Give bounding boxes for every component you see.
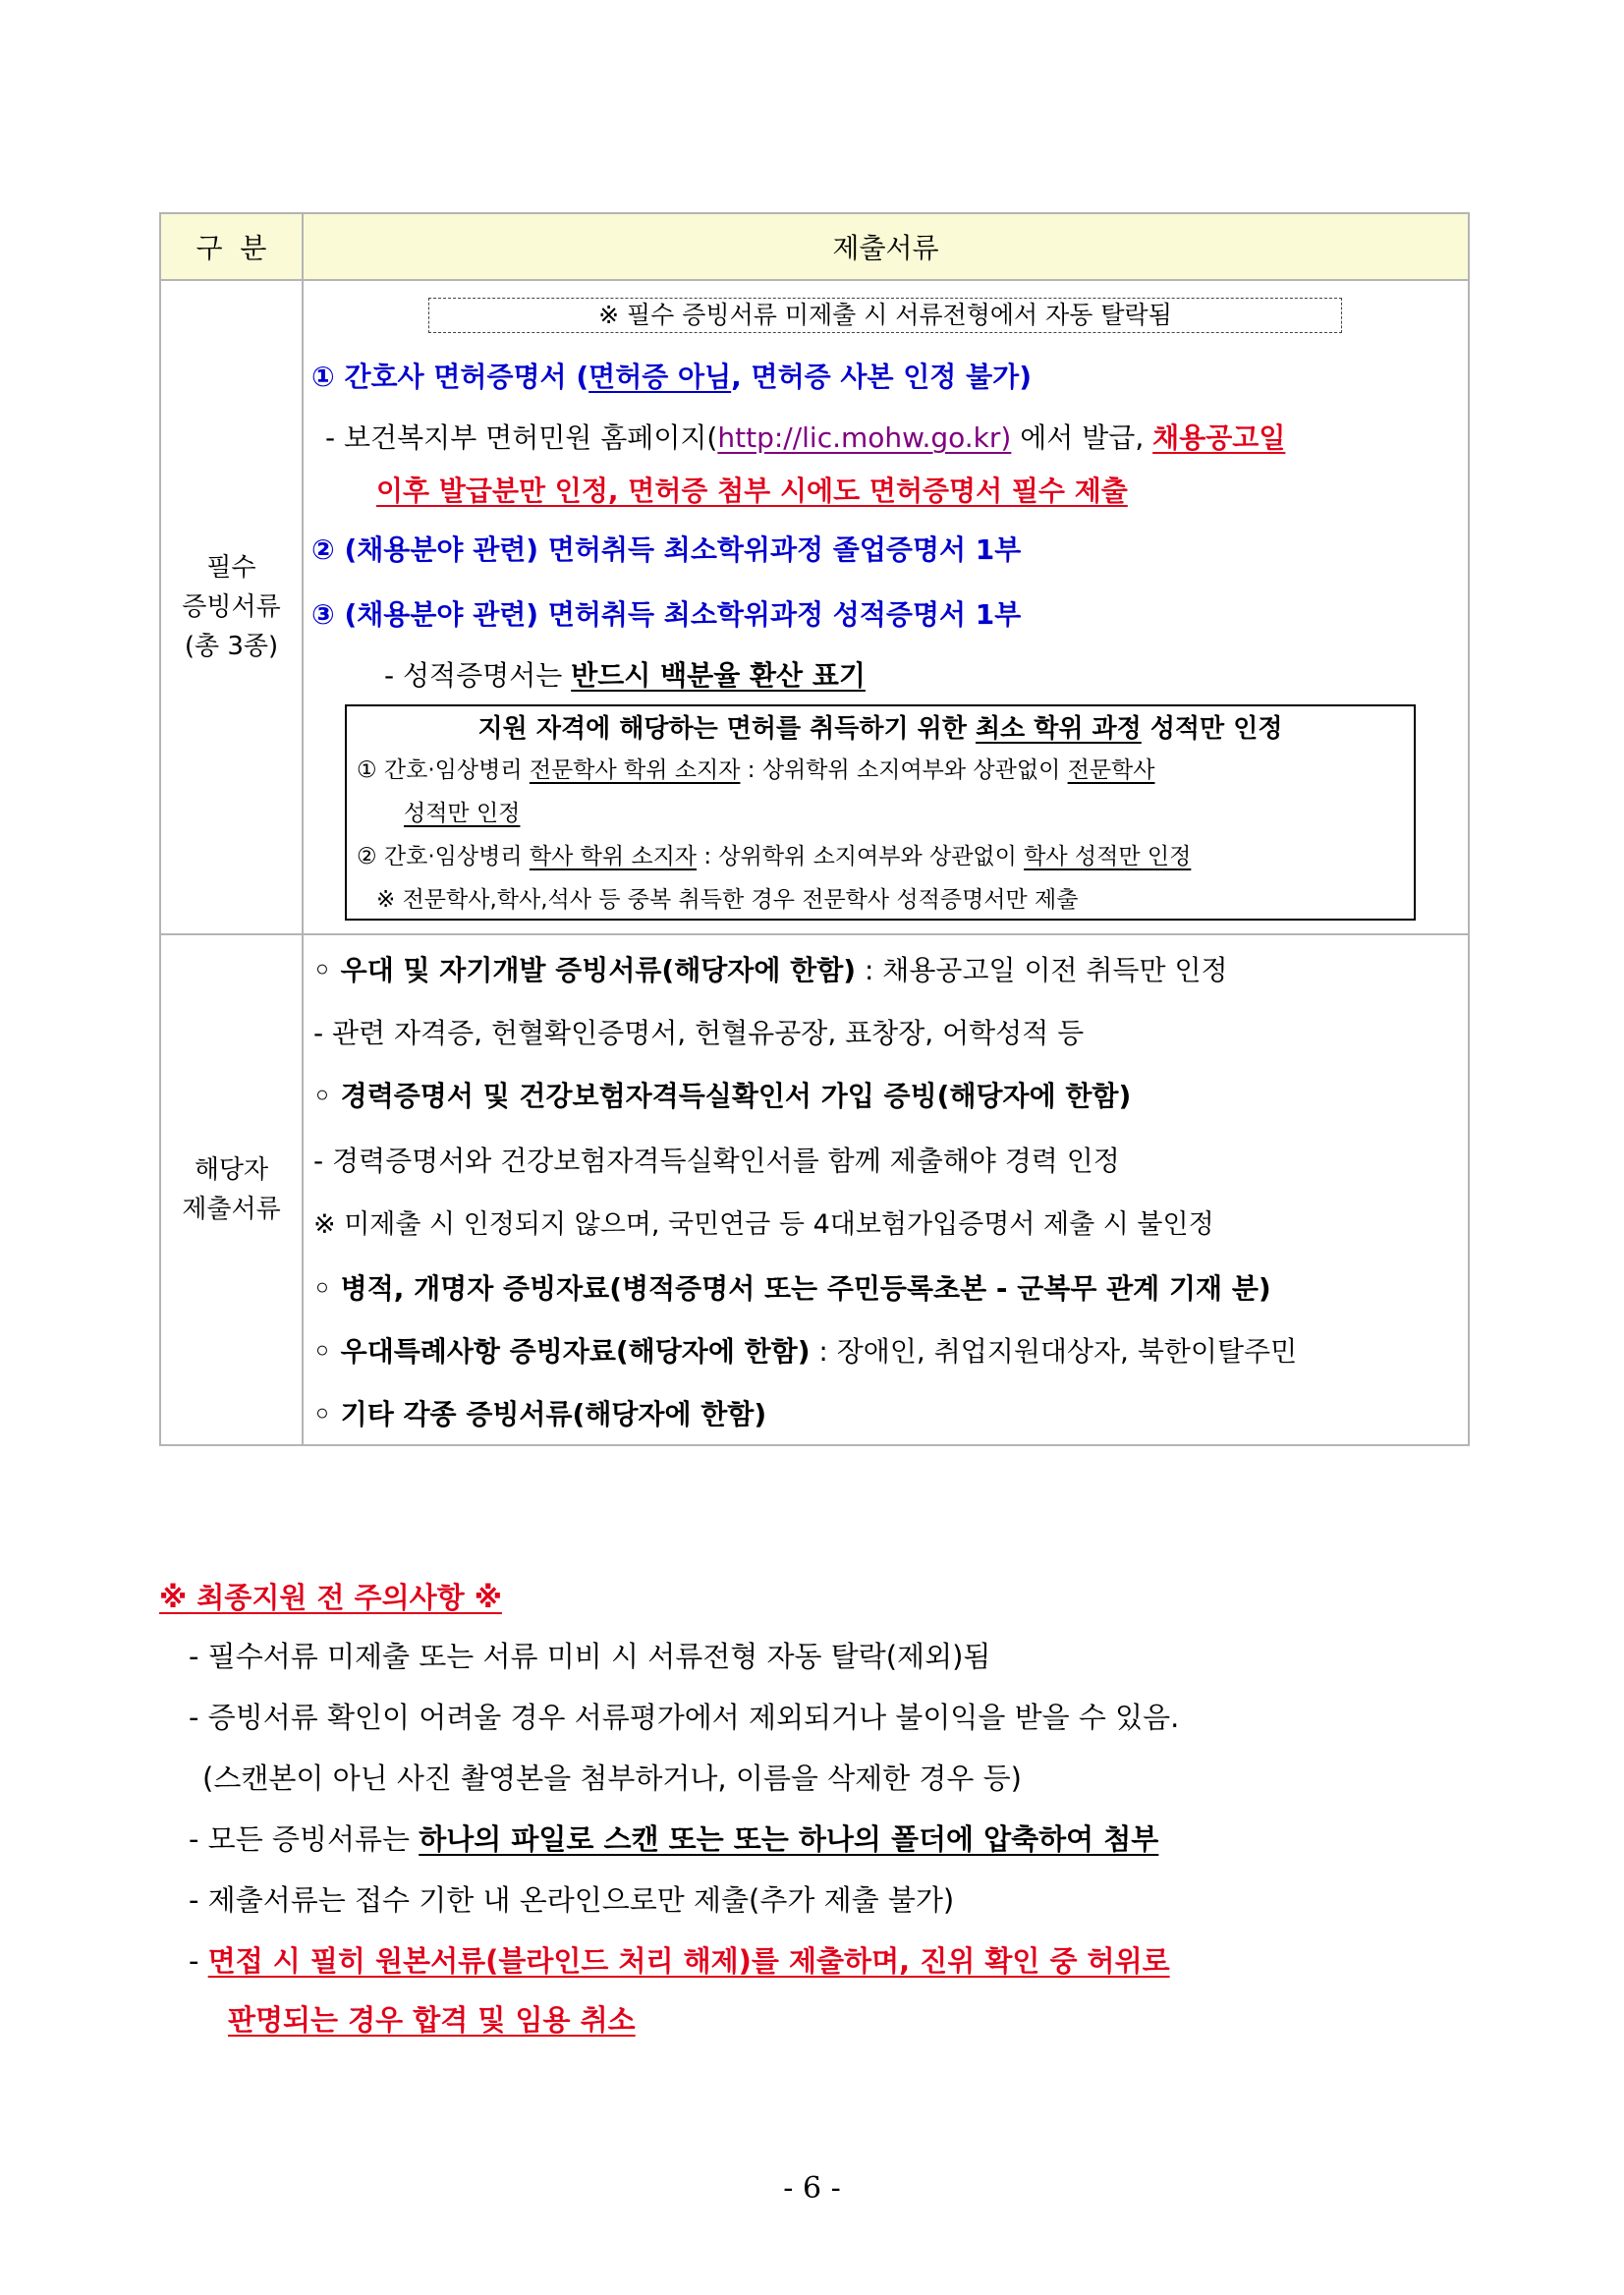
- header-category: 구 분: [160, 213, 303, 280]
- caution-title: ※ 최종지원 전 주의사항 ※: [159, 1581, 502, 1614]
- item1-sub-line: - 보건복지부 면허민원 홈페이지(http://lic.mohw.go.kr) 에서 발급, 채용공고일: [325, 421, 1286, 454]
- opt-line4: - 경력증명서와 건강보험자격득실확인서를 함께 제출해야 경력 인정: [313, 1145, 1120, 1177]
- opt-line2: - 관련 자격증, 헌혈확인증명서, 헌혈유공장, 표창장, 어학성적 등: [313, 1017, 1085, 1049]
- required-docs-row: [160, 280, 1469, 934]
- criteria-title: 지원 자격에 해당하는 면허를 취득하기 위한 최소 학위 과정 성적만 인정: [477, 714, 1283, 744]
- criteria-line4: ※ 전문학사,학사,석사 등 중복 취득한 경우 전문학사 성적증명서만 제출: [376, 887, 1079, 913]
- documents-table: [159, 212, 1470, 1446]
- opt-line1: ◦ 우대 및 자기개발 증빙서류(해당자에 한함) : 채용공고일 이전 취득만 인정: [313, 954, 1228, 986]
- item3-sub-line: - 성적증명서는 반드시 백분율 환산 표기: [384, 659, 866, 692]
- caution-item1: - 필수서류 미제출 또는 서류 미비 시 서류전형 자동 탈락(제외)됨: [189, 1640, 991, 1673]
- opt-line6: ◦ 병적, 개명자 증빙자료(병적증명서 또는 주민등록초본 - 군복무 관계 기재 분): [313, 1272, 1271, 1305]
- header-documents: 제출서류: [303, 213, 1469, 280]
- optional-docs-cell: [303, 934, 1469, 1445]
- table-header-row: [160, 213, 1469, 280]
- optional-category-line1: 해당자: [194, 1155, 269, 1185]
- required-category: [160, 280, 303, 934]
- required-category-line1: 필수: [206, 553, 256, 583]
- mohw-link[interactable]: http://lic.mohw.go.kr): [717, 421, 1012, 454]
- required-category-line3: (총 3종): [184, 632, 279, 661]
- auto-fail-notice: ※ 필수 증빙서류 미제출 시 서류전형에서 자동 탈락됨: [428, 298, 1342, 333]
- optional-category: [160, 934, 303, 1445]
- caution-item5: - 면접 시 필히 원본서류(블라인드 처리 해제)를 제출하며, 진위 확인 중 허위로: [189, 1944, 1170, 1978]
- item1-sub-line2: 이후 발급분만 인정, 면허증 첨부 시에도 면허증명서 필수 제출: [376, 475, 1128, 507]
- criteria-line1: ① 간호·임상병리 전문학사 학위 소지자 : 상위학위 소지여부와 상관없이 전문학사: [357, 757, 1155, 783]
- caution-item3: - 모든 증빙서류는 하나의 파일로 스캔 또는 또는 하나의 폴더에 압축하여 첨부: [189, 1822, 1159, 1856]
- criteria-box: [345, 704, 1416, 921]
- opt-line8: ◦ 기타 각종 증빙서류(해당자에 한함): [313, 1398, 767, 1430]
- optional-docs-row: [160, 934, 1469, 1445]
- page-number: - 6 -: [783, 2171, 841, 2206]
- item2-graduation-certificate: ② (채용분야 관련) 면허취득 최소학위과정 졸업증명서 1부: [311, 533, 1022, 566]
- opt-line3: ◦ 경력증명서 및 건강보험자격득실확인서 가입 증빙(해당자에 한함): [313, 1080, 1132, 1112]
- criteria-line3: ② 간호·임상병리 학사 학위 소지자 : 상위학위 소지여부와 상관없이 학사 성적만 인정: [357, 844, 1192, 869]
- item3-transcript: ③ (채용분야 관련) 면허취득 최소학위과정 성적증명서 1부: [311, 598, 1022, 631]
- caution-item4: - 제출서류는 접수 기한 내 온라인으로만 제출(추가 제출 불가): [189, 1883, 955, 1917]
- required-docs-cell: [303, 280, 1469, 934]
- required-category-line2: 증빙서류: [182, 592, 281, 622]
- caution-item5-line2: 판명되는 경우 합격 및 임용 취소: [228, 2003, 636, 2037]
- caution-item2: - 증빙서류 확인이 어려울 경우 서류평가에서 제외되거나 불이익을 받을 수 있음.: [189, 1701, 1180, 1734]
- criteria-line2: 성적만 인정: [404, 801, 521, 826]
- optional-category-line2: 제출서류: [182, 1195, 281, 1224]
- item1-license-certificate: ① 간호사 면허증명서 (면허증 아님, 면허증 사본 인정 불가): [311, 361, 1032, 393]
- opt-line7: ◦ 우대특례사항 증빙자료(해당자에 한함) : 장애인, 취업지원대상자, 북한이탈주민: [313, 1335, 1298, 1368]
- opt-line5: ※ 미제출 시 인정되지 않으며, 국민연금 등 4대보험가입증명서 제출 시 불인정: [313, 1209, 1214, 1240]
- caution-item2-detail: (스캔본이 아닌 사진 촬영본을 첨부하거나, 이름을 삭제한 경우 등): [202, 1762, 1022, 1795]
